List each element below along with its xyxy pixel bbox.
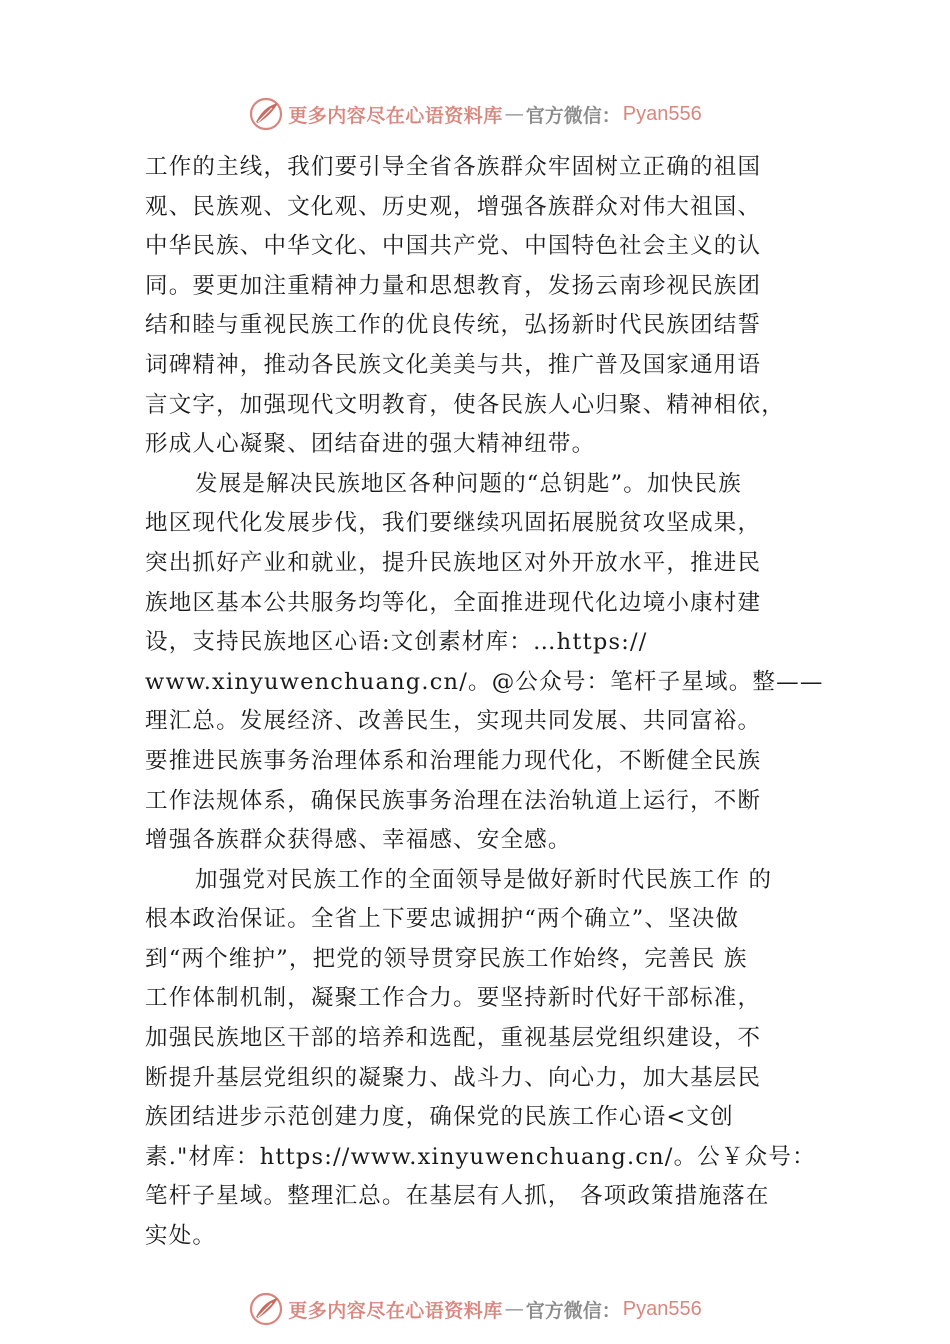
text-line: 工作法规体系，确保民族事务治理在法治轨道上运行，不断 [145,787,762,814]
text-line: 地区现代化发展步伐，我们要继续巩固拓展脱贫攻坚成果， [145,510,762,537]
text-line: 同。要更加注重精神力量和思想教育，发扬云南珍视民族团 [145,272,762,299]
text-line: 形成人心凝聚、团结奋进的强大精神纽带。 [145,431,596,458]
text-line: 笔杆子星域。整理汇总。在基层有人抓， 各项政策措施落在 [145,1183,770,1210]
footer-banner [0,1289,950,1329]
header-dash: — [504,103,524,125]
text-line: 工作体制机制，凝聚工作合力。要坚持新时代好干部标准， [145,985,762,1012]
pen-leaf-icon [248,96,284,132]
text-line: 根本政治保证。全省上下要忠诚拥护“两个确立”、坚决做 [145,906,740,933]
header-banner [0,94,950,134]
text-line: 断提升基层党组织的凝聚力、战斗力、向心力，加大基层民 [145,1064,762,1091]
text-line: 要推进民族事务治理体系和治理能力现代化，不断健全民族 [145,747,762,774]
text-line: 族团结进步示范创建力度，确保党的民族工作心语<文创 [145,1104,734,1131]
text-line: 实处。 [145,1223,217,1250]
text-line: 工作的主线，我们要引导全省各族群众牢固树立正确的祖国 [145,154,762,180]
document-body [145,148,825,1257]
text-line: 言文字，加强现代文明教育，使各民族人心归聚、精神相依， [145,391,785,418]
text-line: 族地区基本公共服务均等化，全面推进现代化边境小康村建 [145,589,762,616]
footer-site-name: 更多内容尽在心语资料库 [288,1299,503,1322]
text-line: 加强民族地区干部的培养和选配，重视基层党组织建设，不 [145,1025,762,1052]
text-line: 中华民族、中华文化、中国共产党、中国特色社会主义的认 [145,233,762,260]
footer-wechat-id: Pyan556 [622,1297,702,1320]
text-line: 结和睦与重视民族工作的优良传统，弘扬新时代民族团结誓 [145,312,762,339]
header-site-name: 更多内容尽在心语资料库 [288,104,503,127]
paragraph-first-line: 加强党对民族工作的全面领导是做好新时代民族工作 的 [195,866,773,893]
footer-dash: — [504,1298,524,1320]
text-line: 到“两个维护”，把党的领导贯穿民族工作始终，完善民 族 [145,945,748,972]
text-line: 素."材库：https://www.xinyuwenchuang.cn/。公￥众号： [145,1143,816,1170]
text-line: www.xinyuwenchuang.cn/。@公众号：笔杆子星域。整—— [145,668,824,695]
text-line: 设，支持民族地区心语:文创素材库：…https:// [145,629,648,656]
header-wechat-label: 官方微信： [525,104,621,127]
paragraph-first-line: 发展是解决民族地区各种问题的“总钥匙”。加快民族 [195,470,742,497]
text-line: 词碑精神，推动各民族文化美美与共，推广普及国家通用语 [145,351,762,378]
text-line: 理汇总。发展经济、改善民生，实现共同发展、共同富裕。 [145,708,762,735]
header-wechat-id: Pyan556 [622,102,702,125]
text-line: 增强各族群众获得感、幸福感、安全感。 [145,827,572,854]
footer-wechat-label: 官方微信： [525,1299,621,1322]
text-line: 突出抓好产业和就业，提升民族地区对外开放水平，推进民 [145,549,762,576]
text-line: 观、民族观、文化观、历史观，增强各族群众对伟大祖国、 [145,193,762,220]
pen-leaf-icon [248,1291,284,1327]
